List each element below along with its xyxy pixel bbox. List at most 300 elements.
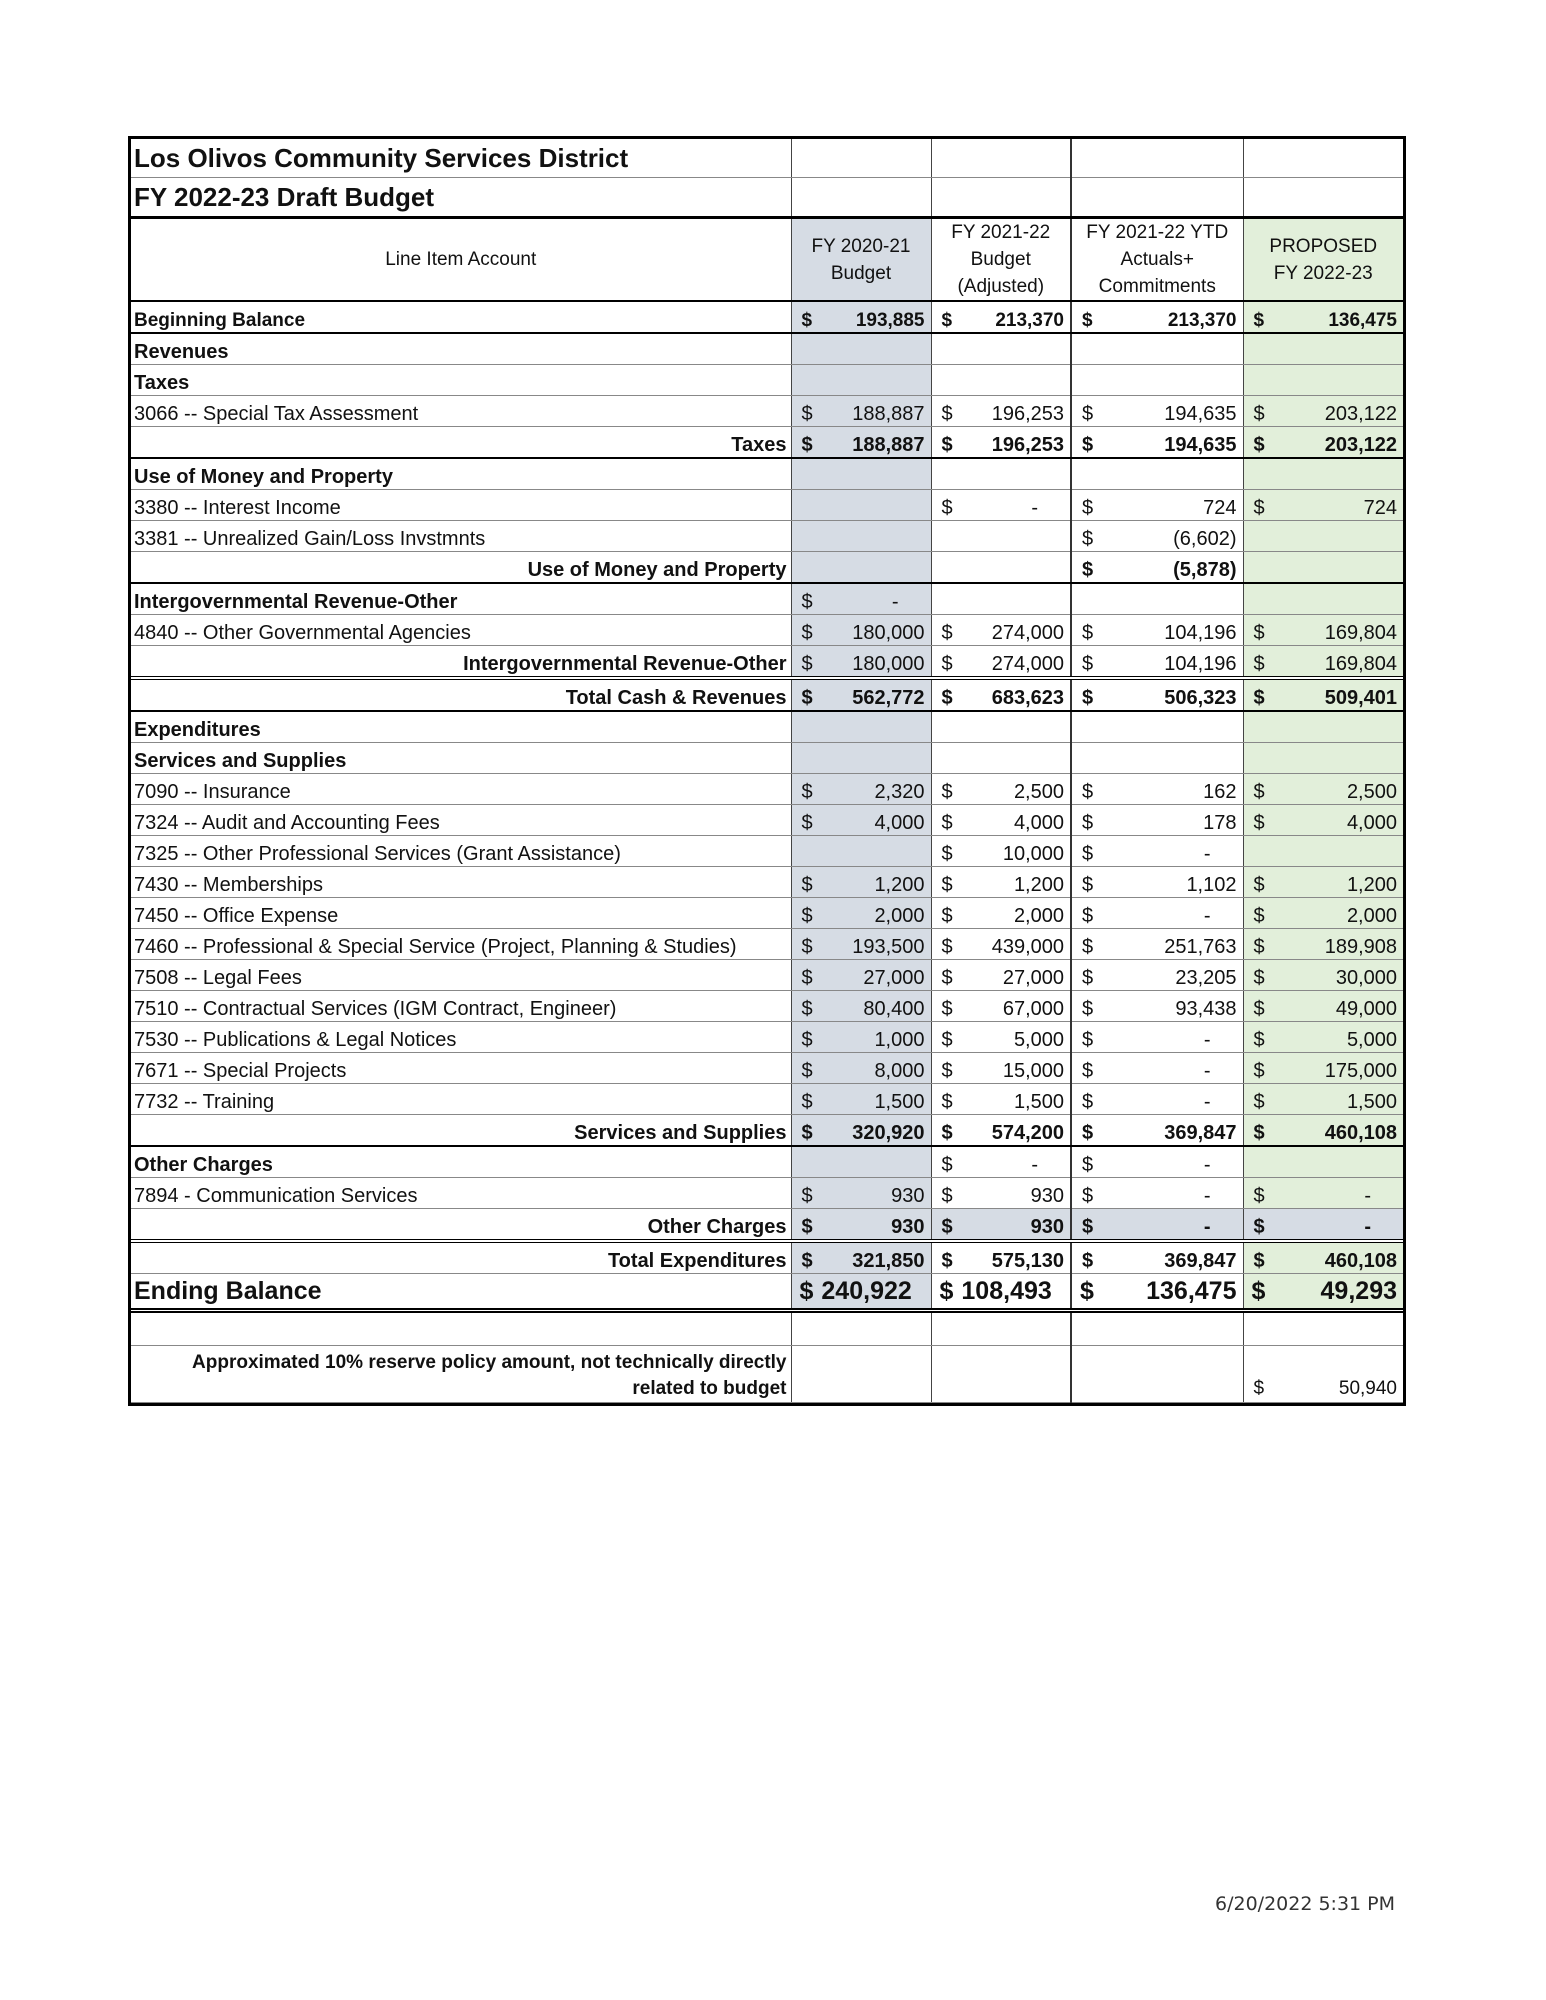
table-row-expenditures [131,711,1403,743]
amount-value: 10,000 [1002,843,1064,865]
amount-value: 930 [1030,1185,1064,1207]
cell-c3 [1071,1311,1243,1346]
cell-c2 [931,929,1071,960]
column-header-row [131,218,1403,302]
amount-value: 67,000 [1002,998,1064,1020]
cell-c2 [931,427,1071,459]
row-label: 7530 -- Publications & Legal Notices [131,1022,791,1053]
amount-value: 4,000 [1013,812,1064,834]
cell-c4 [1243,646,1403,679]
cell-c2 [931,1146,1071,1178]
currency-symbol: $ [941,1154,953,1176]
currency-symbol: $ [801,434,813,456]
cell-c4 [1243,365,1403,396]
cell-c1 [791,805,931,836]
cell-c2 [931,1053,1071,1084]
currency-symbol: $ [801,1216,813,1238]
amount-value: 320,920 [852,1122,925,1144]
amount-value: (6,602) [1173,528,1237,550]
cell-c4 [1243,1178,1403,1209]
cell-c3 [1071,615,1243,646]
table-row-7325-other-professional-services-grant-assistance [131,836,1403,867]
cell-c4 [1243,1241,1403,1274]
cell-c2 [931,960,1071,991]
amount-value: 194,635 [1164,403,1237,425]
cell-c3 [1071,991,1243,1022]
amount-value: 2,000 [874,905,925,927]
currency-symbol: $ [1253,497,1265,519]
currency-symbol: $ [1082,1216,1094,1238]
amount-value: 80,400 [863,998,925,1020]
amount-value: 1,200 [874,874,925,896]
table-row-7530-publications-legal-notices [131,1022,1403,1053]
cell-c1 [791,365,931,396]
cell-c3 [1071,1274,1243,1311]
cell-c1 [791,867,931,898]
cell-c1 [791,490,931,521]
cell-c3 [1071,774,1243,805]
cell-c3 [1071,365,1243,396]
currency-symbol: $ [1251,1276,1266,1305]
cell-c4 [1243,427,1403,459]
cell-c4 [1243,1146,1403,1178]
amount-value: 5,000 [1346,1029,1397,1051]
amount-value: - [1203,1185,1211,1207]
currency-symbol: $ [941,310,953,331]
currency-symbol: $ [1253,1216,1265,1238]
cell-c1 [791,1022,931,1053]
cell-c1 [791,458,931,490]
currency-symbol: $ [1253,874,1265,896]
cell-c4 [1243,1084,1403,1115]
cell-c4 [1243,711,1403,743]
amount-value: 104,196 [1164,622,1237,644]
cell-c3 [1071,1053,1243,1084]
currency-symbol: $ [801,936,813,958]
amount-value: 15,000 [1002,1060,1064,1082]
table-row-7430-memberships [131,867,1403,898]
amount-value: 30,000 [1335,967,1397,989]
table-row-7508-legal-fees [131,960,1403,991]
amount-value: - [1203,843,1211,865]
amount-value: 4,000 [874,812,925,834]
currency-symbol: $ [1253,622,1265,644]
amount-value: 162 [1203,781,1237,803]
currency-symbol: $ [1253,936,1265,958]
currency-symbol: $ [1082,1122,1094,1144]
currency-symbol: $ [1082,497,1094,519]
amount-value: 2,000 [1013,905,1064,927]
row-label: 7510 -- Contractual Services (IGM Contract, Engineer) [131,991,791,1022]
table-row-blank [131,1311,1403,1346]
subtitle-row [131,178,1403,218]
currency-symbol: $ [799,1276,814,1305]
currency-symbol: $ [1253,1122,1265,1144]
currency-symbol: $ [1082,1250,1094,1272]
cell-c3 [1071,427,1243,459]
currency-symbol: $ [1082,1154,1094,1176]
cell-c4 [1243,1115,1403,1147]
currency-symbol: $ [1253,1060,1265,1082]
cell-c1 [791,1053,931,1084]
cell-c2 [931,396,1071,427]
amount-value: 509,401 [1324,687,1397,709]
amount-value: - [1203,1091,1211,1113]
cell-c2 [931,1209,1071,1242]
currency-symbol: $ [801,1091,813,1113]
amount-value: - [1203,1060,1211,1082]
amount-value: 562,772 [852,687,925,709]
currency-symbol: $ [1253,1091,1265,1113]
currency-symbol: $ [801,310,813,331]
cell-c1 [791,929,931,960]
row-label: 7324 -- Audit and Accounting Fees [131,805,791,836]
table-row-7894-communication-services [131,1178,1403,1209]
amount-value: 439,000 [991,936,1064,958]
cell-c3 [1071,646,1243,679]
amount-value: 196,253 [991,403,1064,425]
header-proposed-fy2022-23: PROPOSED FY 2022-23 [1243,218,1403,302]
amount-value: 189,908 [1324,936,1397,958]
currency-symbol: $ [941,622,953,644]
currency-symbol: $ [1082,653,1094,675]
table-row-7460-professional-special-service-project-planning-studies [131,929,1403,960]
table-row-4840-other-governmental-agencies [131,615,1403,646]
cell-c4 [1243,458,1403,490]
row-label: Use of Money and Property [131,552,791,584]
cell-c4 [1243,1053,1403,1084]
currency-symbol: $ [939,1276,954,1305]
row-label: Total Cash & Revenues [131,678,791,711]
amount-value: 1,000 [874,1029,925,1051]
amount-value: 194,635 [1164,434,1237,456]
currency-symbol: $ [1082,310,1093,331]
table-row-taxes [131,427,1403,459]
header-fy2021-22-budget-adjusted: FY 2021-22 Budget (Adjusted) [931,218,1071,302]
row-label: Services and Supplies [131,1115,791,1147]
amount-value: - [1364,1185,1371,1207]
amount-value: - [1031,497,1038,519]
cell-c2 [931,301,1071,333]
currency-symbol: $ [801,1185,813,1207]
cell-c4 [1243,678,1403,711]
cell-c2 [931,1178,1071,1209]
cell-c3 [1071,396,1243,427]
table-row-revenues [131,333,1403,365]
cell-c4 [1243,1274,1403,1311]
row-label: Beginning Balance [131,301,791,333]
amount-value: 193,500 [852,936,925,958]
cell-c3 [1071,1115,1243,1147]
row-label: 7090 -- Insurance [131,774,791,805]
header-fy2021-22-ytd-actuals: FY 2021-22 YTD Actuals+ Commitments [1071,218,1243,302]
currency-symbol: $ [1082,1060,1094,1082]
budget-title: FY 2022-23 Draft Budget [131,178,791,218]
table-row-use-of-money-and-property [131,458,1403,490]
row-label: 7450 -- Office Expense [131,898,791,929]
cell-c4 [1243,1022,1403,1053]
cell-c2 [931,1115,1071,1147]
row-label: Other Charges [131,1146,791,1178]
budget-table [131,139,1403,1403]
currency-symbol: $ [941,843,953,865]
cell-c2 [931,1084,1071,1115]
amount-value: - [891,591,899,613]
table-row-7324-audit-and-accounting-fees [131,805,1403,836]
currency-symbol: $ [801,653,813,675]
cell-c3 [1071,552,1243,584]
row-label: 7508 -- Legal Fees [131,960,791,991]
row-label: 3381 -- Unrealized Gain/Loss Invstmnts [131,521,791,552]
currency-symbol: $ [1253,653,1265,675]
currency-symbol: $ [1082,622,1094,644]
cell-c2 [931,991,1071,1022]
cell-c4 [1243,1311,1403,1346]
amount-value: - [1031,1154,1038,1176]
table-row-taxes [131,365,1403,396]
amount-value: 196,253 [991,434,1064,456]
currency-symbol: $ [1082,434,1094,456]
amount-value: 213,370 [995,310,1064,331]
cell-c3 [1071,1084,1243,1115]
row-label: Revenues [131,333,791,365]
budget-sheet [128,136,1406,1406]
cell-c4 [1243,867,1403,898]
amount-value: 240,922 [821,1276,912,1305]
cell-c2 [931,458,1071,490]
amount-value: 930 [1030,1216,1064,1238]
row-label: Approximated 10% reserve policy amount, not technically directly related to budget [131,1346,791,1403]
amount-value: 188,887 [852,434,925,456]
cell-c1 [791,743,931,774]
table-row-other-charges [131,1146,1403,1178]
currency-symbol: $ [1082,967,1094,989]
currency-symbol: $ [941,497,953,519]
cell-c4 [1243,1209,1403,1242]
cell-c2 [931,805,1071,836]
cell-c2 [931,365,1071,396]
currency-symbol: $ [801,1122,813,1144]
table-row-7732-training [131,1084,1403,1115]
amount-value: - [1364,1216,1371,1238]
cell-c4 [1243,743,1403,774]
cell-c4 [1243,774,1403,805]
currency-symbol: $ [941,653,953,675]
amount-value: 180,000 [852,622,925,644]
currency-symbol: $ [1253,1029,1265,1051]
cell-c2 [931,1241,1071,1274]
currency-symbol: $ [1082,781,1094,803]
cell-c3 [1071,898,1243,929]
table-row-7510-contractual-services-igm-contract-engineer [131,991,1403,1022]
cell-c1 [791,615,931,646]
currency-symbol: $ [941,1060,953,1082]
amount-value: 5,000 [1013,1029,1064,1051]
cell-c4 [1243,396,1403,427]
amount-value: (5,878) [1173,559,1237,581]
currency-symbol: $ [1082,1185,1094,1207]
cell-c2 [931,898,1071,929]
table-row-7671-special-projects [131,1053,1403,1084]
amount-value: 27,000 [1002,967,1064,989]
amount-value: 1,200 [1013,874,1064,896]
row-label: Intergovernmental Revenue-Other [131,646,791,679]
cell-c3 [1071,1209,1243,1242]
cell-c4 [1243,929,1403,960]
amount-value: 251,763 [1164,936,1237,958]
amount-value: 49,293 [1320,1276,1397,1305]
cell-c4 [1243,960,1403,991]
cell-c2 [931,743,1071,774]
table-row-other-charges [131,1209,1403,1242]
cell-c1 [791,836,931,867]
amount-value: 188,887 [852,403,925,425]
cell-c3 [1071,333,1243,365]
cell-c1 [791,1241,931,1274]
table-row-7090-insurance [131,774,1403,805]
row-label: Taxes [131,365,791,396]
currency-symbol: $ [941,874,953,896]
cell-c1 [791,646,931,679]
amount-value: 4,000 [1346,812,1397,834]
currency-symbol: $ [941,905,953,927]
title-row [131,139,1403,178]
cell-c3 [1071,960,1243,991]
cell-c2 [931,1311,1071,1346]
amount-value: 136,475 [1146,1276,1237,1305]
amount-value: - [1203,905,1211,927]
amount-value: 2,320 [874,781,925,803]
currency-symbol: $ [941,434,953,456]
cell-c3 [1071,867,1243,898]
currency-symbol: $ [1253,1250,1265,1272]
cell-c1 [791,1084,931,1115]
amount-value: - [1203,1029,1211,1051]
row-label: 3380 -- Interest Income [131,490,791,521]
amount-value: 274,000 [991,653,1064,675]
cell-c3 [1071,458,1243,490]
amount-value: 930 [891,1185,925,1207]
cell-c1 [791,333,931,365]
currency-symbol: $ [801,403,813,425]
cell-c4 [1243,615,1403,646]
currency-symbol: $ [1253,967,1265,989]
currency-symbol: $ [801,622,813,644]
row-label: Services and Supplies [131,743,791,774]
row-label: 7325 -- Other Professional Services (Grant Assistance) [131,836,791,867]
amount-value: 574,200 [991,1122,1064,1144]
cell-c2 [931,490,1071,521]
currency-symbol: $ [941,1029,953,1051]
currency-symbol: $ [1082,528,1094,550]
cell-c4 [1243,521,1403,552]
cell-c3 [1071,743,1243,774]
cell-c1 [791,583,931,615]
cell-c3 [1071,929,1243,960]
cell-c4 [1243,301,1403,333]
cell-c3 [1071,836,1243,867]
cell-c2 [931,867,1071,898]
currency-symbol: $ [1082,812,1094,834]
amount-value: 203,122 [1324,434,1397,456]
cell-c2 [931,333,1071,365]
table-row-beginning-balance [131,301,1403,333]
currency-symbol: $ [801,905,813,927]
currency-symbol: $ [1082,403,1094,425]
amount-value: - [1203,1216,1211,1238]
amount-value: 104,196 [1164,653,1237,675]
cell-c3 [1071,301,1243,333]
currency-symbol: $ [1253,905,1265,927]
cell-c4 [1243,583,1403,615]
currency-symbol: $ [1082,843,1094,865]
currency-symbol: $ [1253,434,1265,456]
amount-value: 8,000 [874,1060,925,1082]
amount-value: 1,200 [1346,874,1397,896]
currency-symbol: $ [801,1250,813,1272]
currency-symbol: $ [1082,687,1094,709]
amount-value: 274,000 [991,622,1064,644]
currency-symbol: $ [801,687,813,709]
currency-symbol: $ [1082,874,1094,896]
amount-value: 213,370 [1167,310,1237,331]
amount-value: 180,000 [852,653,925,675]
amount-value: 1,500 [1013,1091,1064,1113]
currency-symbol: $ [941,1250,953,1272]
row-label: 7460 -- Professional & Special Service (Project, Planning & Studies) [131,929,791,960]
amount-value: 23,205 [1175,967,1237,989]
amount-value: 93,438 [1175,998,1237,1020]
table-row-intergovernmental-revenue-other [131,646,1403,679]
amount-value: - [1203,1154,1211,1176]
currency-symbol: $ [941,781,953,803]
table-row-3066-special-tax-assessment [131,396,1403,427]
amount-value: 136,475 [1328,310,1397,331]
amount-value: 1,500 [874,1091,925,1113]
cell-c4 [1243,991,1403,1022]
cell-c1 [791,898,931,929]
print-timestamp: 6/20/2022 5:31 PM [1215,1893,1396,1915]
amount-value: 203,122 [1324,403,1397,425]
amount-value: 683,623 [991,687,1064,709]
cell-c1 [791,1346,931,1403]
currency-symbol: $ [941,998,953,1020]
cell-c2 [931,1346,1071,1403]
cell-c4 [1243,1346,1403,1403]
table-row-approximated-10-reserve-policy-amount-not-technically-directly-related-to-budget [131,1346,1403,1403]
currency-symbol: $ [1082,559,1094,581]
cell-c1 [791,1274,931,1311]
row-label: 3066 -- Special Tax Assessment [131,396,791,427]
table-row-use-of-money-and-property [131,552,1403,584]
cell-c2 [931,583,1071,615]
cell-c3 [1071,583,1243,615]
cell-c2 [931,1022,1071,1053]
row-label: Intergovernmental Revenue-Other [131,583,791,615]
currency-symbol: $ [941,1216,953,1238]
row-label: 7671 -- Special Projects [131,1053,791,1084]
currency-symbol: $ [1253,687,1265,709]
amount-value: 506,323 [1164,687,1237,709]
cell-c4 [1243,898,1403,929]
cell-c3 [1071,678,1243,711]
currency-symbol: $ [941,1091,953,1113]
currency-symbol: $ [801,874,813,896]
cell-c4 [1243,552,1403,584]
table-row-services-and-supplies [131,1115,1403,1147]
row-label: Taxes [131,427,791,459]
cell-c3 [1071,805,1243,836]
